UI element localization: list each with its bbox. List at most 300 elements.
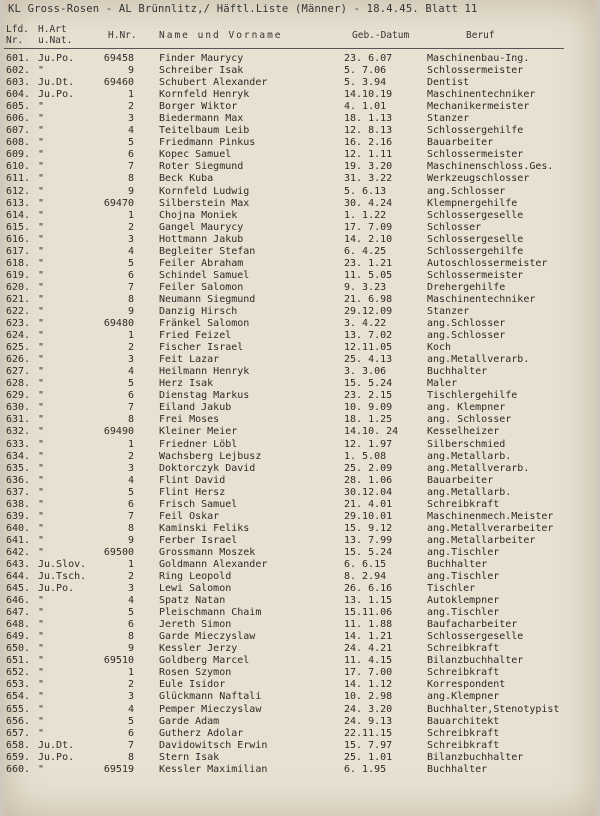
table-row <box>4 77 596 89</box>
row-h-nr: 4 <box>127 245 134 257</box>
table-row <box>4 583 596 595</box>
row-number: 617. <box>6 245 31 257</box>
row-h-nr: 8 <box>127 522 134 534</box>
row-occupation: Schreibkraft <box>427 727 500 739</box>
row-birth-date: 19. 3.20 <box>344 161 393 173</box>
row-name: Grossmann Moszek <box>159 546 256 558</box>
prisoner-list <box>4 53 596 776</box>
row-number: 626. <box>6 354 31 366</box>
row-name: Kessler Jerzy <box>159 643 238 655</box>
row-birth-date: 30. 4.24 <box>344 197 393 209</box>
table-row <box>4 740 596 752</box>
table-row <box>4 53 596 65</box>
row-birth-date: 6. 4.25 <box>344 245 387 257</box>
row-name: Friedner Löbl <box>159 438 238 450</box>
row-number: 652. <box>6 667 31 679</box>
row-h-nr: 6 <box>127 727 134 739</box>
row-h-nr: 4 <box>127 125 134 137</box>
row-art-nat: " <box>38 715 45 727</box>
row-birth-date: 24. 9.13 <box>344 715 393 727</box>
row-occupation: Stanzer <box>427 113 470 125</box>
row-birth-date: 10. 9.09 <box>344 402 393 414</box>
table-row <box>4 511 596 523</box>
row-number: 601. <box>6 53 31 64</box>
table-row <box>4 451 596 463</box>
row-occupation: Maschinentechniker <box>427 89 536 101</box>
row-number: 623. <box>6 318 31 330</box>
table-row <box>4 414 596 426</box>
table-row <box>4 679 596 691</box>
row-art-nat: " <box>38 378 45 390</box>
table-row <box>4 198 596 210</box>
row-h-nr: 7 <box>127 739 134 751</box>
table-row <box>4 258 596 270</box>
row-number: 632. <box>6 426 31 438</box>
row-occupation: Maschinentechniker <box>427 293 536 305</box>
row-number: 637. <box>6 486 31 498</box>
row-h-nr: 2 <box>127 221 134 233</box>
row-number: 660. <box>6 763 31 775</box>
row-h-nr: 69500 <box>103 546 134 558</box>
row-birth-date: 28. 1.06 <box>344 474 393 486</box>
row-birth-date: 25. 1.01 <box>344 751 393 763</box>
row-art-nat: " <box>38 510 45 522</box>
row-occupation: Schlosser <box>427 221 482 233</box>
row-number: 629. <box>6 390 31 402</box>
column-headers <box>4 24 596 48</box>
row-occupation: Dentist <box>427 77 470 89</box>
row-art-nat: " <box>38 703 45 715</box>
table-row <box>4 65 596 77</box>
row-name: Garde Adam <box>159 715 220 727</box>
row-h-nr: 4 <box>127 366 134 378</box>
row-art-nat: " <box>38 342 45 354</box>
row-occupation: Buchhalter <box>427 763 488 775</box>
row-birth-date: 14.10.19 <box>344 89 393 101</box>
row-number: 612. <box>6 185 31 197</box>
row-number: 616. <box>6 233 31 245</box>
row-number: 647. <box>6 607 31 619</box>
table-row <box>4 559 596 571</box>
row-name: Pleischmann Chaim <box>159 607 262 619</box>
row-name: Hottmann Jakub <box>159 233 244 245</box>
row-name: Flint David <box>159 474 226 486</box>
row-occupation: Bauarchitekt <box>427 715 500 727</box>
row-occupation: Tischler <box>427 583 476 595</box>
table-row <box>4 342 596 354</box>
row-birth-date: 24. 3.20 <box>344 703 393 715</box>
row-birth-date: 15. 5.24 <box>344 546 393 558</box>
row-number: 650. <box>6 643 31 655</box>
table-row <box>4 402 596 414</box>
row-number: 618. <box>6 257 31 269</box>
table-row <box>4 378 596 390</box>
table-row <box>4 222 596 234</box>
row-name: Teitelbaum Leib <box>159 125 250 137</box>
table-row <box>4 535 596 547</box>
row-number: 611. <box>6 173 31 185</box>
row-number: 646. <box>6 595 31 607</box>
row-occupation: ang. Schlosser <box>427 414 512 426</box>
row-art-nat: " <box>38 318 45 330</box>
row-occupation: ang.Metallarbeiter <box>427 534 536 546</box>
row-number: 621. <box>6 293 31 305</box>
row-name: Fried Feizel <box>159 330 232 342</box>
row-art-nat: " <box>38 137 45 149</box>
row-occupation: Korrespondent <box>427 679 506 691</box>
row-h-nr: 1 <box>127 330 134 342</box>
table-row <box>4 728 596 740</box>
row-number: 648. <box>6 619 31 631</box>
row-occupation: Tischlergehilfe <box>427 390 518 402</box>
table-row <box>4 234 596 246</box>
row-number: 630. <box>6 402 31 414</box>
table-row <box>4 354 596 366</box>
row-name: Goldmann Alexander <box>159 558 268 570</box>
row-h-nr: 8 <box>127 631 134 643</box>
row-name: Schubert Alexander <box>159 77 268 89</box>
row-art-nat: " <box>38 643 45 655</box>
row-h-nr: 2 <box>127 342 134 354</box>
row-occupation: ang. Klempner <box>427 402 506 414</box>
list-header: KL Gross-Rosen - AL Brünnlitz,/ Häftl.Liste (Männer) - 18.4.45. Blatt 11 <box>8 3 478 15</box>
row-h-nr: 8 <box>127 293 134 305</box>
table-row <box>4 210 596 222</box>
row-number: 643. <box>6 558 31 570</box>
row-number: 627. <box>6 366 31 378</box>
row-art-nat: " <box>38 667 45 679</box>
row-art-nat: " <box>38 65 45 77</box>
row-number: 631. <box>6 414 31 426</box>
row-art-nat: " <box>38 546 45 558</box>
row-art-nat: " <box>38 390 45 402</box>
row-number: 659. <box>6 751 31 763</box>
row-art-nat: " <box>38 450 45 462</box>
row-number: 658. <box>6 739 31 751</box>
row-name: Fischer Israel <box>159 342 244 354</box>
row-number: 651. <box>6 655 31 667</box>
row-h-nr: 6 <box>127 390 134 402</box>
row-occupation: ang.Tischler <box>427 546 500 558</box>
row-number: 608. <box>6 137 31 149</box>
row-name: Kopec Samuel <box>159 149 232 161</box>
row-occupation: ang.Metallverarb. <box>427 462 530 474</box>
row-name: Schindel Samuel <box>159 269 250 281</box>
table-row <box>4 475 596 487</box>
col-beruf: Beruf <box>466 30 495 41</box>
row-h-nr: 4 <box>127 703 134 715</box>
row-number: 654. <box>6 691 31 703</box>
row-number: 620. <box>6 281 31 293</box>
row-occupation: ang.Metallarb. <box>427 450 512 462</box>
row-birth-date: 22.11.15 <box>344 727 393 739</box>
row-number: 636. <box>6 474 31 486</box>
row-name: Borger Wiktor <box>159 101 238 113</box>
row-art-nat: " <box>38 474 45 486</box>
row-birth-date: 25. 4.13 <box>344 354 393 366</box>
row-art-nat: Ju.Tsch. <box>38 571 87 583</box>
row-name: Spatz Natan <box>159 595 226 607</box>
row-birth-date: 15. 7.97 <box>344 739 393 751</box>
row-birth-date: 23. 2.15 <box>344 390 393 402</box>
row-h-nr: 1 <box>127 438 134 450</box>
row-birth-date: 25. 2.09 <box>344 462 393 474</box>
row-number: 642. <box>6 546 31 558</box>
row-birth-date: 21. 6.98 <box>344 293 393 305</box>
row-occupation: Autoschlossermeister <box>427 257 548 269</box>
row-art-nat: " <box>38 209 45 221</box>
row-birth-date: 4. 1.01 <box>344 101 387 113</box>
row-number: 638. <box>6 498 31 510</box>
row-occupation: Schlossergehilfe <box>427 245 524 257</box>
row-h-nr: 6 <box>127 269 134 281</box>
row-birth-date: 13. 7.02 <box>344 330 393 342</box>
row-name: Doktorczyk David <box>159 462 256 474</box>
row-h-nr: 69460 <box>103 77 134 89</box>
row-h-nr: 7 <box>127 161 134 173</box>
row-h-nr: 8 <box>127 173 134 185</box>
row-art-nat: " <box>38 438 45 450</box>
row-occupation: ang.Schlosser <box>427 330 506 342</box>
row-art-nat: " <box>38 113 45 125</box>
row-number: 619. <box>6 269 31 281</box>
row-birth-date: 24. 4.21 <box>344 643 393 655</box>
table-row <box>4 149 596 161</box>
row-occupation: Autoklempner <box>427 595 500 607</box>
row-number: 634. <box>6 450 31 462</box>
row-name: Eule Isidor <box>159 679 226 691</box>
row-name: Rosen Szymon <box>159 667 232 679</box>
table-row <box>4 487 596 499</box>
table-row <box>4 571 596 583</box>
table-row <box>4 330 596 342</box>
row-birth-date: 13. 1.15 <box>344 595 393 607</box>
row-name: Gangel Maurycy <box>159 221 244 233</box>
row-name: Silberstein Max <box>159 197 250 209</box>
row-number: 624. <box>6 330 31 342</box>
row-birth-date: 15. 5.24 <box>344 378 393 390</box>
row-name: Garde Mieczyslaw <box>159 631 256 643</box>
table-row <box>4 294 596 306</box>
row-name: Kornfeld Henryk <box>159 89 250 101</box>
row-name: Danzig Hirsch <box>159 305 238 317</box>
row-h-nr: 5 <box>127 486 134 498</box>
row-occupation: Drehergehilfe <box>427 281 506 293</box>
row-h-nr: 1 <box>127 558 134 570</box>
table-row <box>4 764 596 776</box>
row-h-nr: 7 <box>127 281 134 293</box>
row-occupation: Schreibkraft <box>427 643 500 655</box>
row-birth-date: 1. 1.22 <box>344 209 387 221</box>
row-birth-date: 14. 1.12 <box>344 679 393 691</box>
row-name: Feit Lazar <box>159 354 220 366</box>
row-name: Frei Moses <box>159 414 220 426</box>
row-occupation: ang.Metallarb. <box>427 486 512 498</box>
row-h-nr: 9 <box>127 305 134 317</box>
row-birth-date: 5. 7.06 <box>344 65 387 77</box>
row-h-nr: 5 <box>127 715 134 727</box>
row-occupation: Schlossermeister <box>427 269 524 281</box>
row-h-nr: 3 <box>127 233 134 245</box>
row-art-nat: " <box>38 534 45 546</box>
row-name: Frisch Samuel <box>159 498 238 510</box>
row-birth-date: 18. 1.13 <box>344 113 393 125</box>
table-row <box>4 186 596 198</box>
row-h-nr: 3 <box>127 462 134 474</box>
row-art-nat: " <box>38 149 45 161</box>
row-name: Kaminski Feliks <box>159 522 250 534</box>
row-occupation: Koch <box>427 342 452 354</box>
row-art-nat: Ju.Po. <box>38 89 75 101</box>
row-number: 656. <box>6 715 31 727</box>
row-birth-date: 23. 1.21 <box>344 257 393 269</box>
row-art-nat: " <box>38 619 45 631</box>
row-number: 610. <box>6 161 31 173</box>
row-name: Goldberg Marcel <box>159 655 250 667</box>
row-h-nr: 1 <box>127 209 134 221</box>
row-name: Dienstag Markus <box>159 390 250 402</box>
table-row <box>4 655 596 667</box>
row-name: Feiler Abraham <box>159 257 244 269</box>
row-birth-date: 12. 1.97 <box>344 438 393 450</box>
row-art-nat: " <box>38 691 45 703</box>
table-row <box>4 270 596 282</box>
row-name: Ring Leopold <box>159 571 232 583</box>
row-art-nat: " <box>38 293 45 305</box>
row-occupation: Mechanikermeister <box>427 101 530 113</box>
row-name: Gutherz Adolar <box>159 727 244 739</box>
row-art-nat: " <box>38 631 45 643</box>
row-birth-date: 26. 6.16 <box>344 583 393 595</box>
table-row <box>4 523 596 535</box>
row-h-nr: 9 <box>127 643 134 655</box>
row-birth-date: 17. 7.09 <box>344 221 393 233</box>
row-number: 613. <box>6 197 31 209</box>
row-number: 628. <box>6 378 31 390</box>
table-row <box>4 137 596 149</box>
row-birth-date: 15.11.06 <box>344 607 393 619</box>
row-h-nr: 2 <box>127 679 134 691</box>
row-art-nat: " <box>38 281 45 293</box>
row-name: Ferber Israel <box>159 534 238 546</box>
row-h-nr: 69480 <box>103 318 134 330</box>
col-geb-datum: Geb.-Datum <box>352 30 410 41</box>
table-row <box>4 547 596 559</box>
row-occupation: Buchhalter,Stenotypist <box>427 703 560 715</box>
row-occupation: ang.Metallverarb. <box>427 354 530 366</box>
row-birth-date: 9. 3.23 <box>344 281 387 293</box>
row-h-nr: 5 <box>127 378 134 390</box>
row-occupation: Maschinenbau-Ing. <box>427 53 530 64</box>
row-h-nr: 69458 <box>103 53 134 64</box>
row-art-nat: " <box>38 173 45 185</box>
row-occupation: Schreibkraft <box>427 498 500 510</box>
row-occupation: Bauarbeiter <box>427 474 494 486</box>
col-name: Name und Vorname <box>159 30 283 41</box>
row-number: 639. <box>6 510 31 522</box>
row-name: Friedmann Pinkus <box>159 137 256 149</box>
row-name: Wachsberg Lejbusz <box>159 450 262 462</box>
row-birth-date: 11. 4.15 <box>344 655 393 667</box>
table-row <box>4 595 596 607</box>
row-h-nr: 1 <box>127 667 134 679</box>
row-name: Heilmann Henryk <box>159 366 250 378</box>
row-art-nat: " <box>38 595 45 607</box>
row-name: Jereth Simon <box>159 619 232 631</box>
row-name: Fränkel Salomon <box>159 318 250 330</box>
row-h-nr: 9 <box>127 65 134 77</box>
row-birth-date: 6. 6.15 <box>344 558 387 570</box>
row-occupation: Buchhalter <box>427 558 488 570</box>
row-birth-date: 30.12.04 <box>344 486 393 498</box>
row-occupation: Schlossermeister <box>427 149 524 161</box>
row-number: 609. <box>6 149 31 161</box>
row-birth-date: 17. 7.00 <box>344 667 393 679</box>
row-h-nr: 5 <box>127 607 134 619</box>
table-row <box>4 619 596 631</box>
row-h-nr: 69490 <box>103 426 134 438</box>
table-row <box>4 439 596 451</box>
row-name: Davidowitsch Erwin <box>159 739 268 751</box>
row-occupation: ang.Klempner <box>427 691 500 703</box>
row-art-nat: Ju.Po. <box>38 751 75 763</box>
row-art-nat: Ju.Dt. <box>38 739 75 751</box>
table-row <box>4 390 596 402</box>
row-number: 614. <box>6 209 31 221</box>
table-row <box>4 752 596 764</box>
row-birth-date: 5. 6.13 <box>344 185 387 197</box>
row-h-nr: 7 <box>127 510 134 522</box>
row-number: 615. <box>6 221 31 233</box>
row-art-nat: " <box>38 221 45 233</box>
row-occupation: Silberschmied <box>427 438 506 450</box>
row-occupation: Schreibkraft <box>427 667 500 679</box>
row-number: 644. <box>6 571 31 583</box>
row-h-nr: 5 <box>127 137 134 149</box>
row-number: 603. <box>6 77 31 89</box>
row-h-nr: 6 <box>127 149 134 161</box>
row-h-nr: 4 <box>127 474 134 486</box>
row-art-nat: " <box>38 161 45 173</box>
row-occupation: Maler <box>427 378 458 390</box>
row-art-nat: " <box>38 233 45 245</box>
table-row <box>4 631 596 643</box>
row-occupation: Buchhalter <box>427 366 488 378</box>
row-art-nat: " <box>38 101 45 113</box>
row-birth-date: 16. 2.16 <box>344 137 393 149</box>
row-birth-date: 11. 1.88 <box>344 619 393 631</box>
row-number: 653. <box>6 679 31 691</box>
row-birth-date: 6. 1.95 <box>344 763 387 775</box>
table-row <box>4 691 596 703</box>
row-h-nr: 69470 <box>103 197 134 209</box>
row-occupation: ang.Schlosser <box>427 318 506 330</box>
row-number: 606. <box>6 113 31 125</box>
row-art-nat: " <box>38 366 45 378</box>
table-row <box>4 282 596 294</box>
row-art-nat: " <box>38 414 45 426</box>
row-occupation: Schlossermeister <box>427 65 524 77</box>
row-name: Lewi Salomon <box>159 583 232 595</box>
row-art-nat: " <box>38 245 45 257</box>
row-birth-date: 1. 5.08 <box>344 450 387 462</box>
row-art-nat: " <box>38 402 45 414</box>
row-art-nat: " <box>38 486 45 498</box>
row-name: Eiland Jakub <box>159 402 232 414</box>
row-birth-date: 12.11.05 <box>344 342 393 354</box>
table-row <box>4 643 596 655</box>
row-name: Neumann Siegmund <box>159 293 256 305</box>
